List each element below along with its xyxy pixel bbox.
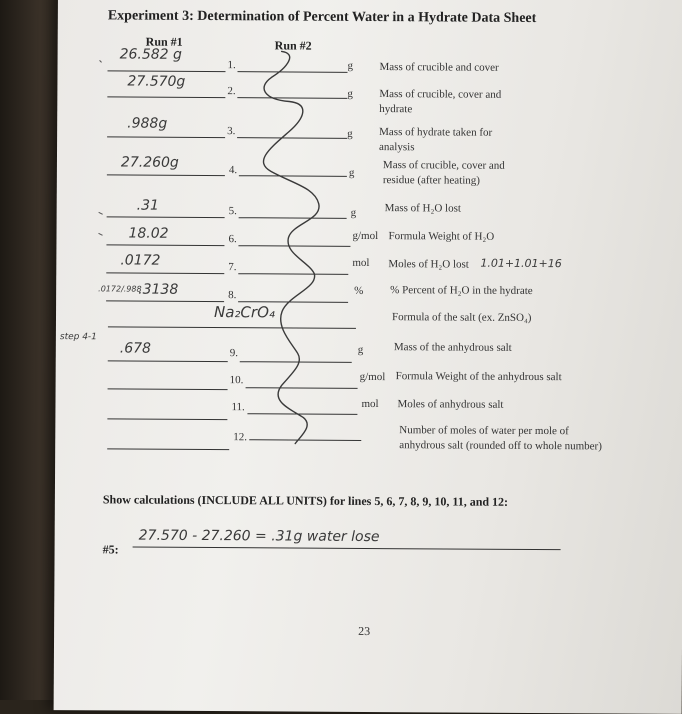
line-number-10: 10.: [229, 374, 244, 387]
page-number: 23: [358, 623, 371, 639]
line-number-12: 12.: [233, 431, 248, 444]
run1-value-7: .0172: [120, 252, 161, 269]
line-number-5: 5.: [228, 205, 237, 218]
unit-10: g/mol: [359, 370, 386, 384]
run1-note-8: .0172/.988: [98, 284, 142, 294]
data-sheet: [54, 0, 682, 714]
unit-3: g: [347, 127, 353, 140]
line-number-4: 4.: [228, 164, 238, 177]
run1-value-3: .988g: [127, 115, 168, 132]
run2-scribble-mark: [55, 0, 682, 514]
line-number-11: 11.: [231, 401, 245, 414]
desc-formula: Formula of the salt (ex. ZnSO₄): [391, 311, 532, 324]
unit-1: g: [347, 59, 354, 72]
line-number-9: 9.: [229, 347, 239, 360]
unit-9: g: [357, 343, 364, 356]
desc-7-note: 1.01+1.01+16: [480, 256, 562, 271]
line5-blank: [133, 547, 561, 551]
line-number-1: 1.: [227, 59, 236, 72]
run1-value-9: .678: [119, 340, 152, 357]
desc-3: Mass of hydrate taken for analysis: [379, 126, 493, 154]
run1-value-4: 27.260g: [120, 154, 179, 171]
unit-11: mol: [361, 397, 379, 411]
unit-4: g: [348, 166, 355, 179]
salt-formula: Na₂CrO₄: [213, 303, 275, 322]
desc-7: Moles of H₂O lost: [388, 258, 469, 271]
run1-value-2: 27.570g: [127, 73, 186, 90]
calculations-header: Show calculations (INCLUDE ALL UNITS) for lines 5, 6, 7, 8, 9, 10, 11, and 12:: [102, 492, 509, 509]
desc-6: Formula Weight of H₂O: [388, 230, 495, 243]
line5-work: 27.570 - 27.260 = .31g water lose: [138, 527, 380, 546]
desc-9: Mass of the anhydrous salt: [393, 341, 512, 354]
run1-value-8: .3138: [138, 281, 179, 298]
desc-1: Mass of crucible and cover: [379, 61, 499, 74]
run1-header: Run #1: [145, 34, 183, 49]
run1-value-1: 26.582 g: [119, 46, 182, 63]
line-number-3: 3.: [227, 125, 236, 138]
line-number-6: 6.: [228, 233, 237, 246]
run1-value-6: 18.02: [128, 225, 169, 242]
desc-11: Moles of anhydrous salt: [397, 398, 504, 411]
unit-2: g: [347, 87, 353, 100]
desc-2: Mass of crucible, cover and hydrate: [379, 88, 502, 116]
desc-12: Number of moles of water per mole of anhydrous salt (rounded off to whole number): [399, 424, 602, 453]
desc-5: Mass of H₂O lost: [384, 202, 461, 215]
unit-5: g: [350, 206, 357, 219]
desc-10: Formula Weight of the anhydrous salt: [395, 370, 562, 384]
line-number-7: 7.: [228, 261, 237, 274]
line5-label: #5:: [102, 542, 119, 557]
run1-value-5: .31: [136, 197, 160, 214]
sheet-title: Experiment 3: Determination of Percent Water in a Hydrate Data Sheet: [107, 8, 537, 27]
margin-note-9: step 4-1: [59, 332, 97, 343]
desc-4: Mass of crucible, cover and residue (after heating): [382, 159, 505, 187]
unit-8: %: [354, 284, 364, 297]
line-number-8: 8.: [228, 289, 237, 302]
desc-8: % Percent of H₂O in the hydrate: [390, 284, 533, 297]
unit-7: mol: [352, 256, 370, 269]
line-number-2: 2.: [227, 85, 236, 98]
unit-6: g/mol: [352, 229, 379, 243]
run2-header: Run #2: [274, 38, 312, 53]
